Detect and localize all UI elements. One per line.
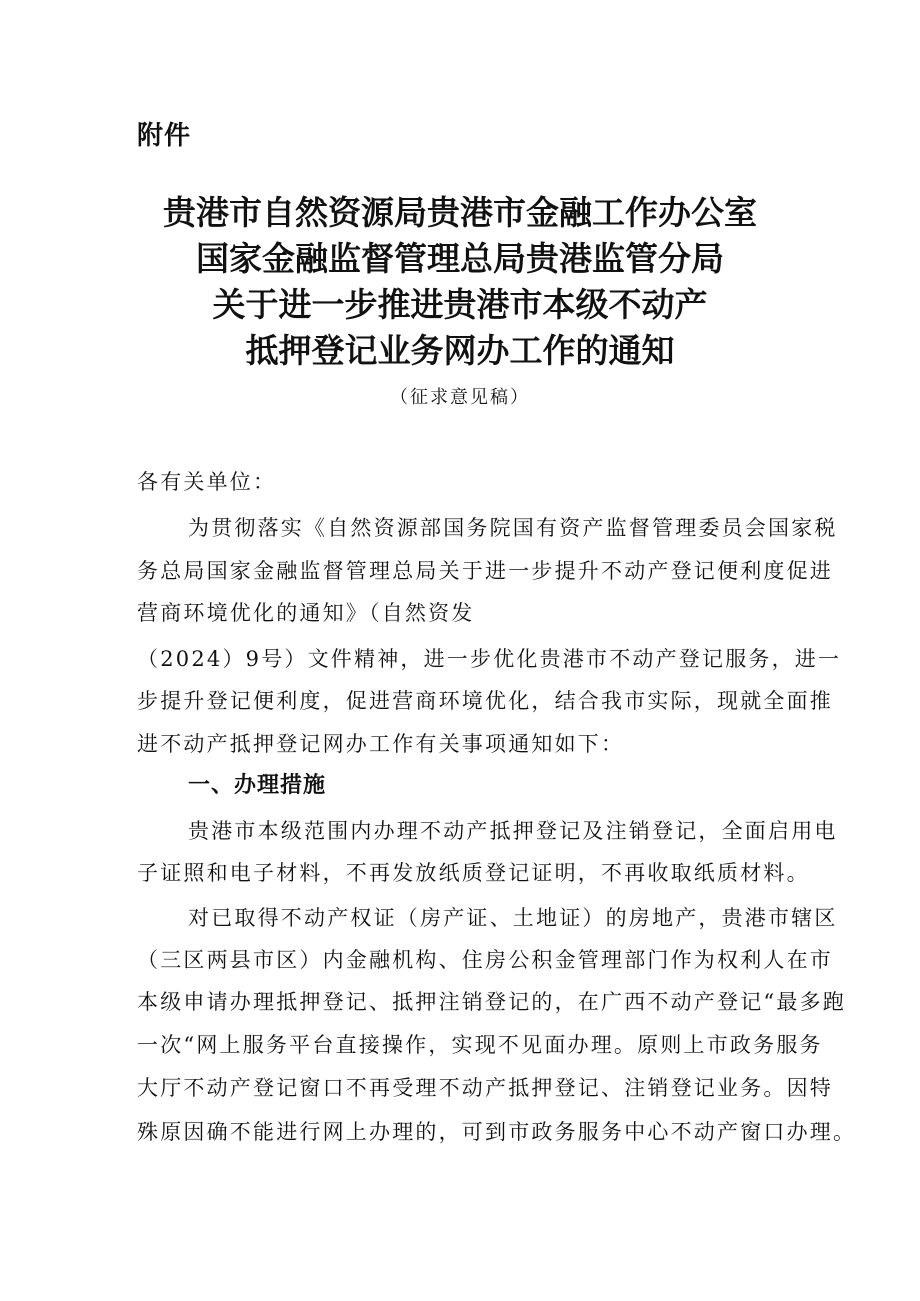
paragraph-line: 一次“网上服务平台直接操作，实现不见面办理。原则上市政务服务	[137, 1033, 823, 1057]
title-line: 关于进一步推进贵港市本级不动产	[212, 285, 708, 324]
document-title	[90, 190, 830, 374]
salutation: 各有关单位：	[137, 470, 277, 494]
title-line: 贵港市自然资源局贵港市金融工作办公室	[163, 193, 757, 232]
title-line: 抵押登记业务网办工作的通知	[245, 331, 675, 370]
paragraph-line: （三区两县市区）内金融机构、住房公积金管理部门作为权利人在市	[137, 948, 833, 972]
paragraph-line: 大厅不动产登记窗口不再受理不动产抵押登记、注销登记业务。因特	[137, 1076, 833, 1100]
attachment-label: 附件	[137, 121, 192, 151]
intro-line: 务总局国家金融监督管理总局关于进一步提升不动产登记便利度促进	[137, 559, 833, 583]
title-line: 国家金融监督管理总局贵港监管分局	[196, 239, 724, 278]
paragraph-line: 子证照和电子材料，不再发放纸质登记证明，不再收取纸质材料。	[137, 861, 810, 885]
paragraph-line: 对已取得不动产权证（房产证、土地证）的房地产，贵港市辖区	[188, 906, 838, 930]
intro-line: （2024）9号）文件精神，进一步优化贵港市不动产登记服务，进一	[137, 647, 842, 671]
intro-line: 为贯彻落实《自然资源部国务院国有资产监督管理委员会国家税	[188, 516, 838, 540]
paragraph-line: 殊原因确不能进行网上办理的，可到市政务服务中心不动产窗口办理。	[137, 1120, 857, 1144]
intro-line: 进不动产抵押登记网办工作有关事项通知如下：	[137, 732, 625, 756]
intro-line: 营商环境优化的通知》（自然资发	[137, 601, 475, 625]
paragraph-line: 贵港市本级范围内办理不动产抵押登记及注销登记，全面启用电	[188, 819, 838, 843]
paragraph-line: 本级申请办理抵押登记、抵押注销登记的，在广西不动产登记“最多跑	[137, 990, 846, 1014]
draft-note: （征求意见稿）	[390, 387, 530, 408]
section-heading: 一、办理措施	[188, 773, 327, 798]
intro-line: 步提升登记便利度，促进营商环境优化，结合我市实际，现就全面推	[137, 689, 833, 713]
